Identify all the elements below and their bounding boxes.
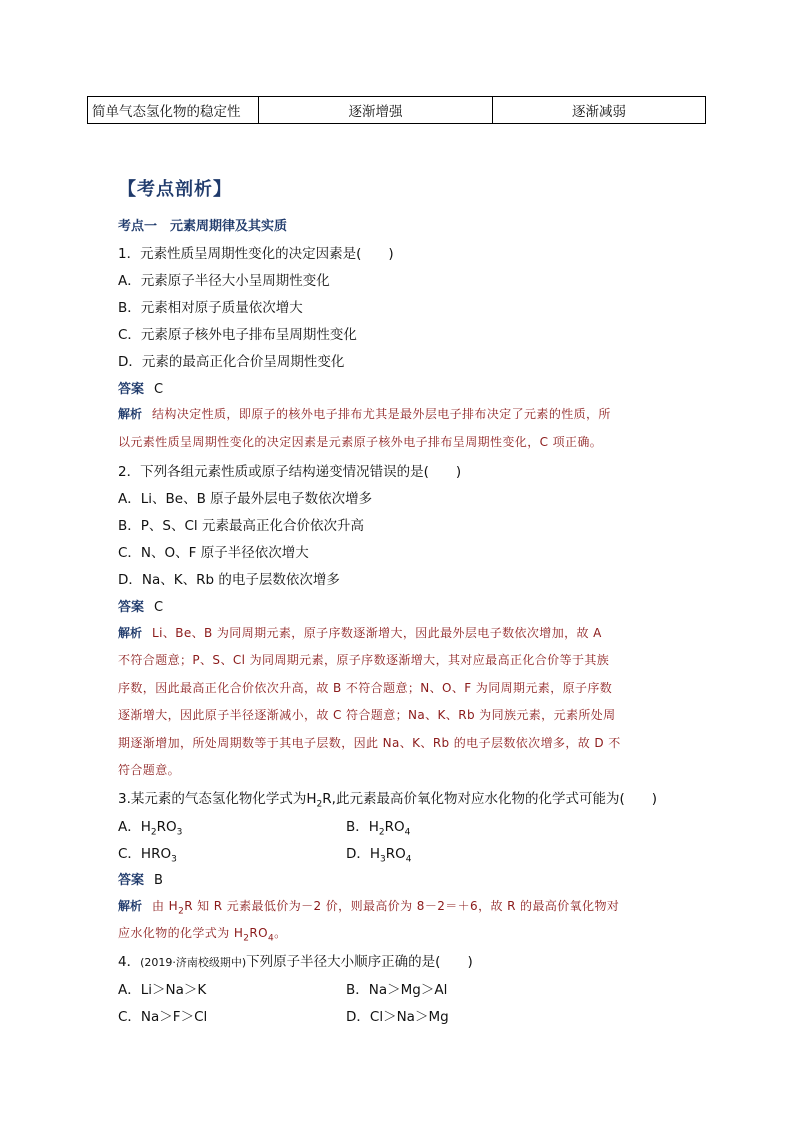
question-2-stem: 2．下列各组元素性质或原子结构递变情况错误的是( ) — [118, 464, 462, 480]
explanation-label: 解析 — [118, 899, 143, 913]
answer-value: B — [154, 873, 163, 888]
question-source: (2019·济南校级期中) — [140, 956, 247, 969]
question-3-answer — [118, 869, 163, 888]
question-2-explanation-line: 符合题意。 — [118, 763, 181, 777]
question-1-explanation-line: 以元素性质呈周期性变化的决定因素是元素原子核外电子排布呈周期性变化，C 项正确。 — [118, 435, 603, 449]
topic-heading: 考点一 元素周期律及其实质 — [118, 219, 288, 234]
question-2-explanation-line: 逐渐增大，因此原子半径逐渐减小，故 C 符合题意；Na、K、Rb 为同族元素，元素所处周 — [118, 708, 616, 722]
question-3-explanation-line: 应水化物的化学式为 $H_2RO_4$。 — [118, 926, 287, 944]
question-3-option-d: D．$H_3RO_4$ — [346, 846, 412, 865]
question-3-option-c: C．$HRO_3$ — [118, 846, 177, 865]
question-1-option-a: A．元素原子半径大小呈周期性变化 — [118, 273, 330, 289]
question-1-answer — [118, 378, 163, 397]
question-1-option-c: C．元素原子核外电子排布呈周期性变化 — [118, 327, 357, 343]
question-2-explanation-line: 解析 Li、Be、B 为同周期元素，原子序数逐渐增大，因此最外层电子数依次增加，故 A — [118, 626, 602, 640]
question-2-option-b: B．P、S、Cl 元素最高正化合价依次升高 — [118, 518, 364, 534]
question-3-explanation-line: 解析 由 $H_2R$ 知 R 元素最低价为－2 价，则最高价为 8－2＝＋6，故 R 的最高价氧化物对 — [118, 899, 620, 917]
answer-label: 答案 — [118, 600, 145, 615]
question-2-explanation-line: 期逐渐增加，所处周期数等于其电子层数，因此 Na、K、Rb 的电子层数依次增多，故 D 不 — [118, 736, 621, 750]
table-cell: 逐渐减弱 — [493, 97, 706, 124]
question-2-option-d: D．Na、K、Rb 的电子层数依次增多 — [118, 572, 340, 588]
question-1-option-b: B．元素相对原子质量依次增大 — [118, 300, 303, 316]
question-4-option-a: A．Li＞Na＞K — [118, 982, 207, 998]
section-title: 【考点剖析】 — [118, 179, 232, 200]
answer-value: C — [154, 600, 164, 615]
question-2-option-a: A．Li、Be、B 原子最外层电子数依次增多 — [118, 491, 373, 507]
question-2-answer — [118, 596, 163, 615]
table-cell: 逐渐增强 — [259, 97, 493, 124]
answer-label: 答案 — [118, 873, 145, 888]
question-2-explanation-line: 不符合题意；P、S、Cl 为同周期元素，原子序数逐渐增大，其对应最高正化合价等于其族 — [118, 653, 610, 667]
table-row — [88, 97, 706, 124]
question-4-stem: 4．(2019·济南校级期中)下列原子半径大小顺序正确的是( ) — [118, 954, 473, 970]
question-3-stem: 3.某元素的气态氢化物化学式为$H_2R$,此元素最高价氧化物对应水化物的化学式可能为( ) — [118, 791, 657, 810]
explanation-label: 解析 — [118, 407, 143, 421]
question-4-option-d: D．Cl＞Na＞Mg — [346, 1009, 449, 1025]
question-3-option-b: B．$H_2RO_4$ — [346, 819, 411, 838]
table-cell: 简单气态氢化物的稳定性 — [88, 97, 259, 124]
question-1-stem: 1．元素性质呈周期性变化的决定因素是( ) — [118, 246, 394, 262]
comparison-table — [87, 96, 706, 124]
answer-label: 答案 — [118, 382, 145, 397]
question-1-option-d: D．元素的最高正化合价呈周期性变化 — [118, 354, 345, 370]
question-1-explanation-line: 解析 结构决定性质，即原子的核外电子排布尤其是最外层电子排布决定了元素的性质，所 — [118, 407, 611, 421]
question-4-option-b: B．Na＞Mg＞Al — [346, 982, 448, 998]
question-4-option-c: C．Na＞F＞Cl — [118, 1009, 208, 1025]
question-2-option-c: C．N、O、F 原子半径依次增大 — [118, 545, 309, 561]
question-3-option-a: A．$H_2RO_3$ — [118, 819, 183, 838]
answer-value: C — [154, 382, 164, 397]
explanation-label: 解析 — [118, 626, 143, 640]
question-2-explanation-line: 序数，因此最高正化合价依次升高，故 B 不符合题意；N、O、F 为同周期元素，原子序数 — [118, 681, 613, 695]
